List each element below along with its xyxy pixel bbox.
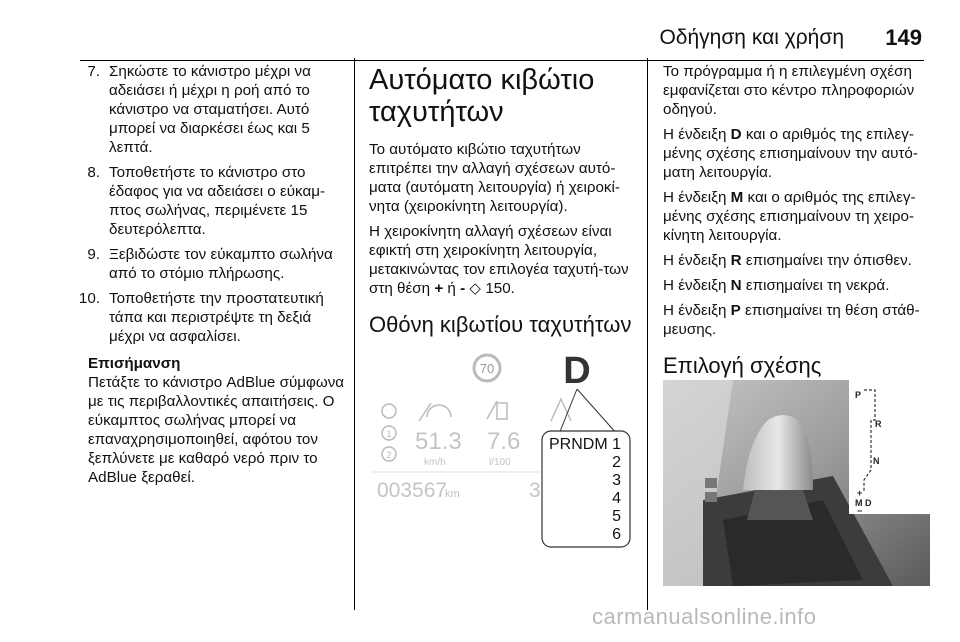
speed-limit-value: 70 [479,361,495,376]
or-text: ή [447,280,456,297]
paragraph [369,222,635,298]
list-item [74,62,346,157]
paragraph-text: Η ένδειξη [663,189,727,206]
steps-list [74,62,346,346]
key-r: R [730,252,742,269]
list-item [74,163,346,239]
trip-2-label: 2 [386,450,392,460]
key-d: D [730,126,742,143]
gate-label-n: N [873,456,880,466]
step-text: Σηκώστε το κάνιστρο μέχρι να αδειάσει ή μέχρι η ροή από το κάνιστρο να σταματήσει. Αυτό μπορεί να διαρκέσει έως και 5 λεπτά. [109,63,311,156]
paragraph [663,251,931,270]
column-divider [354,58,355,610]
paragraph-text: Η ένδειξη [663,302,727,319]
gear-number: 2 [612,454,621,471]
key-n: N [730,277,742,294]
note-heading: Επισήμανση [88,355,181,372]
gear-selector-illustration [663,380,930,586]
gear-number: 4 [612,490,621,507]
column-1 [74,62,346,487]
column-3 [663,62,931,391]
gate-label-plus: + [857,488,863,498]
column-divider [647,58,648,610]
gear-indicator: D [563,350,591,392]
paragraph [663,188,931,245]
paragraph: Το αυτόματο κιβώτιο ταχυτήτων επιτρέπει την αλλαγή σχέσεων αυτό‐ματα (αυτόματη λειτουργία) ή χειροκί‐νητα (χειροκίνητη λειτουργία). [369,141,620,215]
note-text: Πετάξτε το κάνιστρο AdBlue σύμφωνα με τις περιβαλλοντικές απαιτήσεις. Ο εύκαμπτος σωλήνας μπορεί να επαναχρησιμοποιηθεί, αφότου τον ξεπλύνετε με καθαρό νερό πριν το AdBlue ξεραθεί. [88,374,345,486]
list-item [74,289,346,346]
gate-label-md: M D [855,498,872,508]
paragraph-text: Η ένδειξη [663,126,727,143]
paragraph [663,301,931,339]
key-p: P [730,302,741,319]
gate-label-p: P [855,390,862,400]
speed-value: 51.3 [415,428,462,455]
step-number: 8. [87,164,100,181]
step-number: 10. [78,290,100,307]
page-header [0,22,960,52]
trip-1-label: 1 [386,429,392,439]
gear-number: 5 [612,508,621,525]
key-m: M [730,189,744,206]
gear-number: 6 [612,526,621,543]
step-text: Τοποθετήστε το κάνιστρο στο έδαφος για να αδειάσει ο εύκαμ‐πτος σωλήνας, περιμένετε 15 δευτερόλεπτα. [109,164,326,238]
paragraph-text: επισημαίνει την όπισθεν. [745,252,912,269]
prndm-label: PRNDM [549,436,608,453]
paragraph-text: Η ένδειξη [663,252,727,269]
page-ref-icon: ◇ [469,280,482,297]
page-number: 149 [885,25,922,50]
section-title: Οδήγηση και χρήση [659,26,844,49]
paragraph [663,125,931,182]
step-text: Ξεβιδώστε τον εύκαμπτο σωλήνα από το στόμιο πλήρωσης. [109,246,333,282]
odometer-partial-digit: 3 [529,479,541,502]
page-ref: 150. [485,280,515,297]
watermark: carmanualsonline.info [592,604,817,629]
gate-label-r: R [875,419,882,429]
odometer-unit: km [445,488,460,500]
header-rule [80,60,924,61]
column-2 [369,62,635,350]
paragraph [663,276,931,295]
subsection-heading: Επιλογή σχέσης [663,353,822,378]
paragraph-text: και ο αριθμός της επιλεγ‐μένης σχέσης επισημαίνουν τη χειρο‐κίνητη λειτουργία. [663,189,916,244]
step-number: 9. [87,246,100,263]
speed-unit: km/h [424,457,446,468]
gear-number: 1 [612,436,621,453]
gear-display-illustration [369,339,632,548]
paragraph-text: Η χειροκίνητη αλλαγή σχέσεων είναι εφικτή στη χειροκίνητη λειτουργία, μετακινώντας τον επιλογέα ταχυτή‐των στη θέση [369,223,629,297]
plus-key: + [434,280,444,297]
consumption-unit: l/100 [489,457,511,468]
minus-key: - [460,280,466,297]
consumption-value: 7.6 [487,428,521,455]
paragraph-text: Η ένδειξη [663,277,727,294]
paragraph-text: επισημαίνει τη θέση στάθ‐μευσης. [663,302,920,338]
paragraph: Το πρόγραμμα ή η επιλεγμένη σχέση εμφανίζεται στο κέντρο πληροφοριών οδηγού. [663,63,915,118]
step-number: 7. [87,63,100,80]
paragraph-text: επισημαίνει τη νεκρά. [745,277,890,294]
gear-number: 3 [612,472,621,489]
gate-label-minus: − [857,506,863,516]
subsection-heading: Οθόνη κιβωτίου ταχυτήτων [369,312,632,337]
odometer-value: 003567 [377,479,448,502]
list-item [74,245,346,283]
step-text: Τοποθετήστε την προστατευτική τάπα και περιστρέψτε τη δεξιά μέχρι να ασφαλίσει. [109,290,324,345]
section-heading: Αυτόματο κιβώτιο ταχυτήτων [369,64,595,128]
paragraph-text: και ο αριθμός της επιλεγ‐μένης σχέσης επισημαίνουν την αυτό‐ματη λειτουργία. [663,126,918,181]
